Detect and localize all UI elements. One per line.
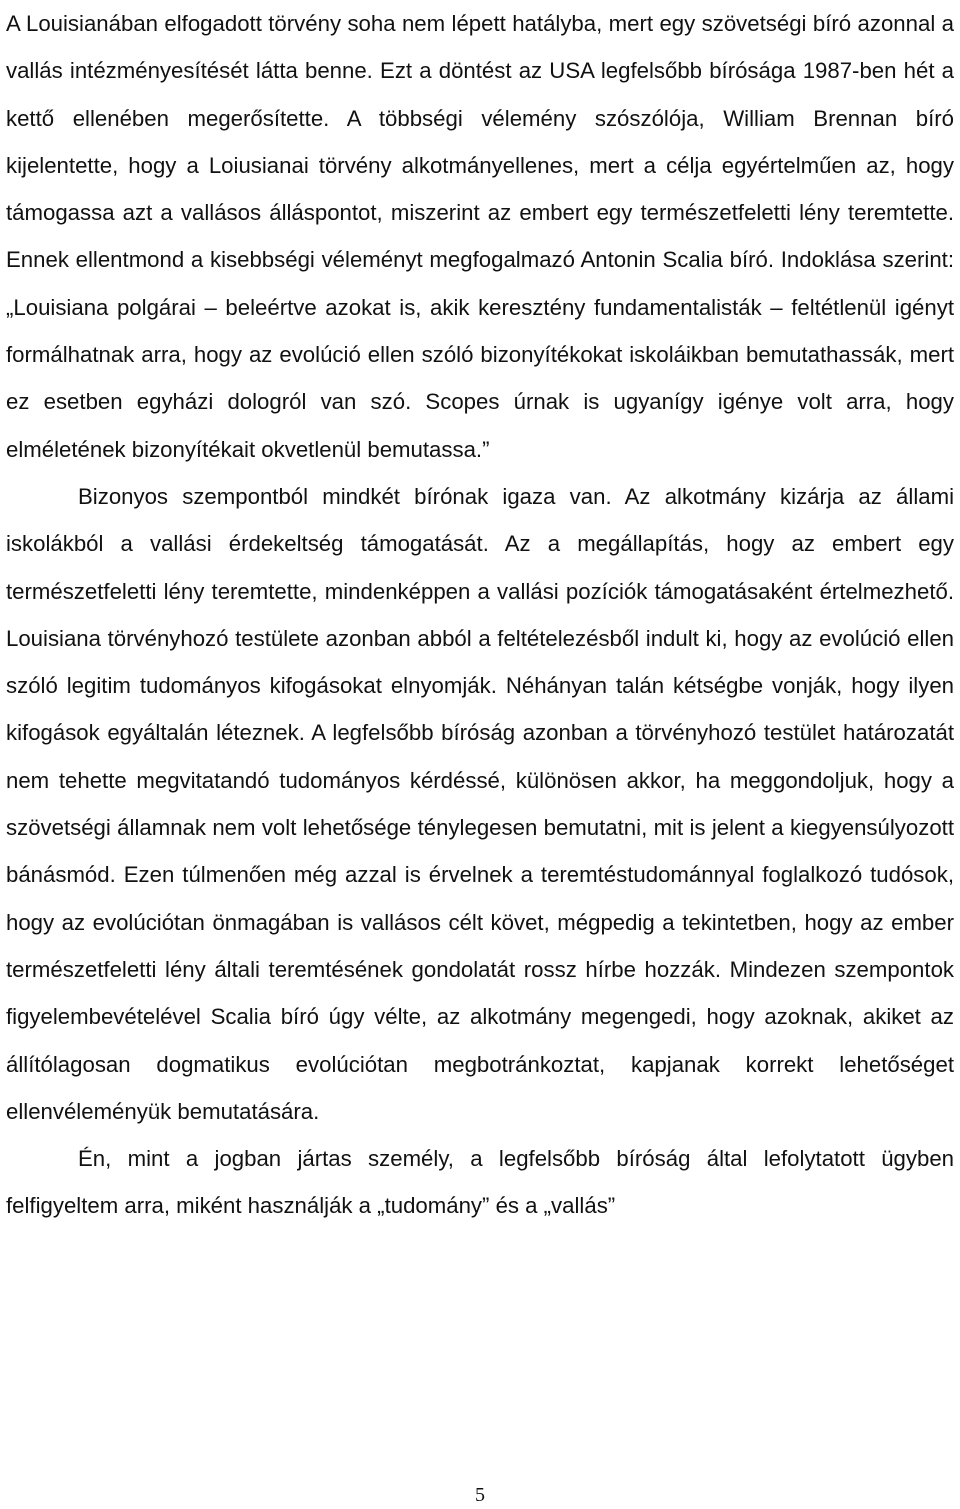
paragraph-court-ruling: A Louisianában elfogadott törvény soha nem lépett hatályba, mert egy szövetségi bíró azonnal a vallás intézményesítését látta benne. Ezt a döntést az USA legfelsőbb bírósága 1987-ben hét a kettő ellenében megerősítette. A többségi vélemény szószólója, William Brennan bíró kijelentette, hogy a Loiusianai törvény alkotmányellenes, mert a célja egyértelműen az, hogy támogassa azt a vallásos álláspontot, miszerint az embert egy természetfeletti lény teremtette. Ennek ellentmond a kisebbségi véleményt megfogalmazó Antonin Scalia bíró. Indoklása szerint: „Louisiana polgárai – beleértve azokat is, akik keresztény fundamentalisták – feltétlenül igényt formálhatnak arra, hogy az evolúció ellen szóló bizonyítékokat iskoláikban bemutathassák, mert ez esetben egyházi dologról van szó. Scopes úrnak is ugyanígy igénye volt arra, hogy elméletének bizonyítékait okvetlenül bemutassa.” <box>6 11 954 462</box>
paragraph-legal-observation: Én, mint a jogban jártas személy, a legfelsőbb bíróság által lefolytatott ügyben felfigyeltem arra, miként használják a „tudomány” és a „vallás” <box>6 1146 954 1219</box>
body-text <box>6 0 954 1230</box>
paragraph-both-judges-right: Bizonyos szempontból mindkét bírónak igaza van. Az alkotmány kizárja az állami iskolákból a vallási érdekeltség támogatását. Az a megállapítás, hogy az embert egy természetfeletti lény teremtette, mindenképpen a vallási pozíciók támogatásaként értelmezhető. Louisiana törvényhozó testülete azonban abból a feltételezésből indult ki, hogy az evolúció ellen szóló legitim tudományos kifogásokat elnyomják. Néhányan talán kétségbe vonják, hogy ilyen kifogások egyáltalán léteznek. A legfelsőbb bíróság azonban a törvényhozó testület határozatát nem tehette megvitatandó tudományos kérdéssé, különösen akkor, ha meggondoljuk, hogy a szövetségi államnak nem volt lehetősége ténylegesen bemutatni, mit is jelent a kiegyensúlyozott bánásmód. Ezen túlmenően még azzal is érvelnek a teremtéstudománnyal foglalkozó tudósok, hogy az evolúciótan önmagában is vallásos célt követ, mégpedig a tekintetben, hogy az ember természetfeletti lény általi teremtésének gondolatát rossz hírbe hozzák. Mindezen szempontok figyelembevételével Scalia bíró úgy vélte, az alkotmány megengedi, hogy azoknak, akiket az állítólagosan dogmatikus evolúciótan megbotránkoztat, kapjanak korrekt lehetőséget ellenvéleményük bemutatására. <box>6 483 954 1124</box>
page-number: 5 <box>475 1484 485 1506</box>
